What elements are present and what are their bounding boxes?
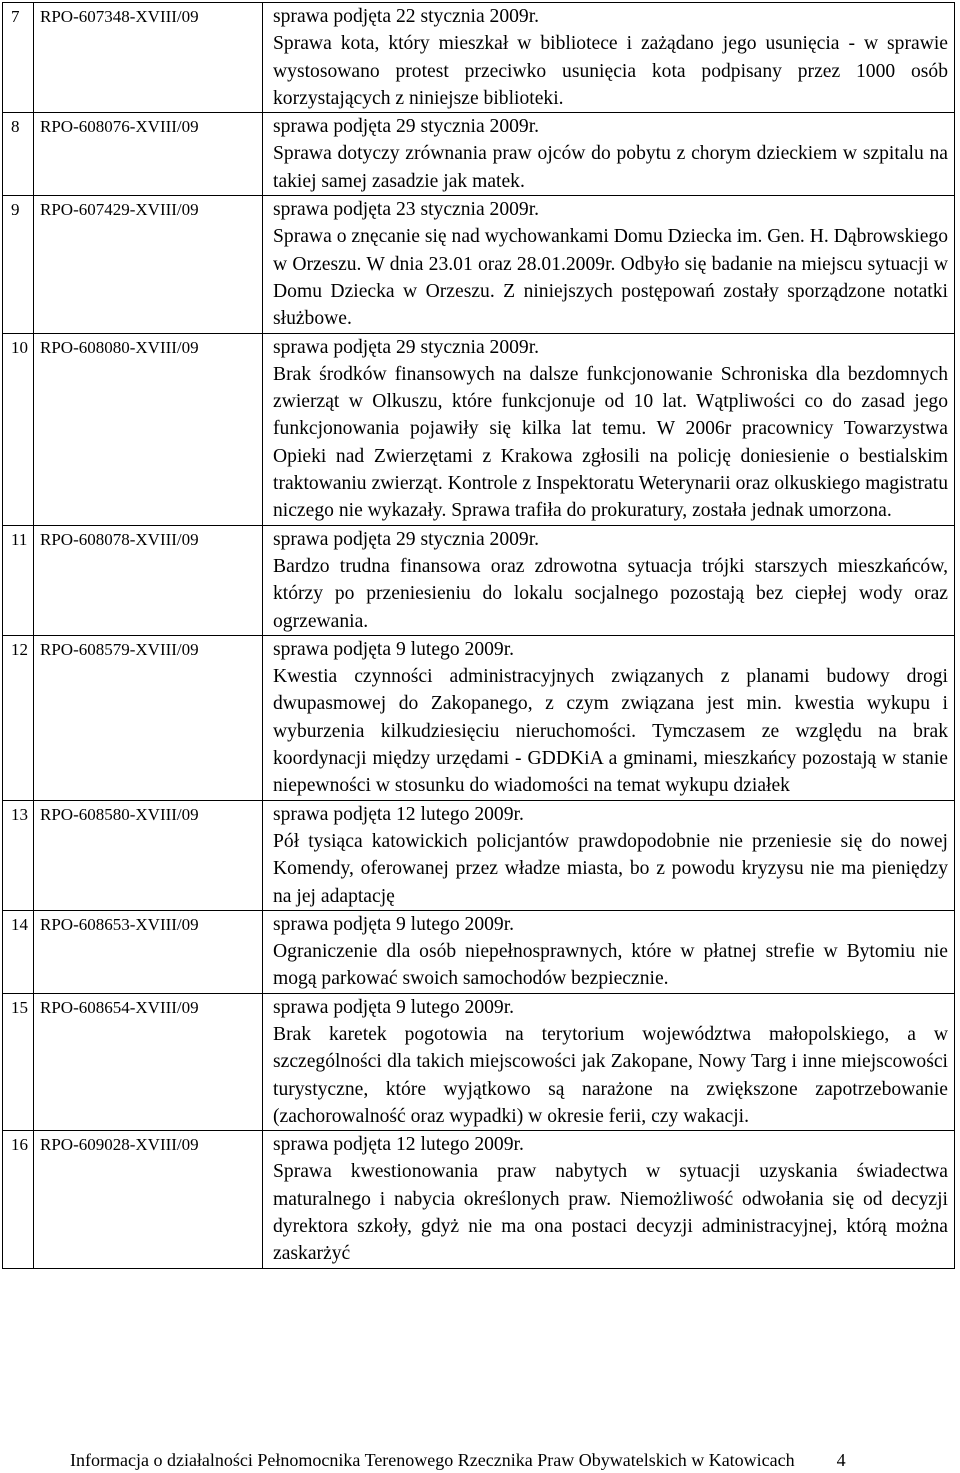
case-number: 9 bbox=[3, 196, 34, 333]
table-row bbox=[3, 113, 955, 196]
cases-table-body bbox=[3, 3, 955, 1269]
table-row bbox=[3, 525, 955, 635]
case-text: Sprawa kwestionowania praw nabytych w sytuacji uzyskania świadectwa maturalnego i nabycia określonych praw. Niemożliwość odwołania się od decyzji dyrektora szkoły, gdyż nie ma ona postaci decyzji administracyjnej, którą można zaskarżyć bbox=[273, 1161, 948, 1265]
case-number: 14 bbox=[3, 910, 34, 993]
case-reference: RPO-608080-XVIII/09 bbox=[34, 333, 263, 525]
case-date: sprawa podjęta 9 lutego 2009r. bbox=[273, 913, 515, 935]
table-row bbox=[3, 910, 955, 993]
case-date: sprawa podjęta 12 lutego 2009r. bbox=[273, 803, 524, 825]
case-reference: RPO-608653-XVIII/09 bbox=[34, 910, 263, 993]
table-row bbox=[3, 1131, 955, 1268]
case-text: Kwestia czynności administracyjnych związanych z planami budowy drogi dwupasmowej do Zakopanego, z czym związana jest min. kwestia wykupu i wyburzenia kilkudziesięciu nieruchomości. Tymczasem ze względu na brak koordynacji między urzędami - GDDKiA a gminami, mieszkańcy pozostają w stanie niepewności w stosunku do wiadomości na temat wykupu działek bbox=[273, 666, 948, 797]
case-number: 13 bbox=[3, 800, 34, 910]
case-date: sprawa podjęta 29 stycznia 2009r. bbox=[273, 528, 540, 550]
case-date: sprawa podjęta 22 stycznia 2009r. bbox=[273, 6, 540, 27]
table-row bbox=[3, 3, 955, 113]
case-text: Sprawa o znęcanie się nad wychowankami Domu Dziecka im. Gen. H. Dąbrowskiego w Orzeszu. W dnia 23.01 oraz 28.01.2009r. Odbyło się badanie na miejscu sytuacji w Domu Dziecka w Orzeszu. Z niniejszych postępowań zostały sporządzone notatki służbowe. bbox=[273, 226, 948, 330]
case-number: 8 bbox=[3, 113, 34, 196]
case-number: 10 bbox=[3, 333, 34, 525]
case-text: Brak środków finansowych na dalsze funkcjonowanie Schroniska dla bezdomnych zwierząt w Olkuszu, które funkcjonuje od 10 lat. Wątpliwości co do zasad jego funkcjonowania pojawiły się kilka lat temu. W 2006r pracownicy Towarzystwa Opieki nad Zwierzętami z Krakowa zgłosili na policję doniesienie o bestialskim traktowaniu zwierząt. Kontrole z Inspektoratu Weterynarii oraz olkuskiego magistratu niczego nie wykazały. Sprawa trafiła do prokuratury, została jednak umorzona. bbox=[273, 363, 948, 522]
case-reference: RPO-608654-XVIII/09 bbox=[34, 993, 263, 1130]
case-reference: RPO-607348-XVIII/09 bbox=[34, 3, 263, 113]
table-row bbox=[3, 800, 955, 910]
table-row bbox=[3, 196, 955, 333]
case-date: sprawa podjęta 29 stycznia 2009r. bbox=[273, 116, 540, 138]
page-number: 4 bbox=[836, 1450, 846, 1470]
table-row bbox=[3, 993, 955, 1130]
cases-table bbox=[2, 2, 955, 1269]
case-text: Brak karetek pogotowia na terytorium województwa małopolskiego, a w szczególności dla takich miejscowości jak Zakopane, Nowy Targ i inne miejscowości turystyczne, które wyjątkowo są narażone na zwiększone zapotrzebowanie (zachorowalność oraz wypadki) w okresie ferii, czy wakacji. bbox=[273, 1023, 948, 1127]
case-description bbox=[263, 113, 955, 196]
case-text: Ograniczenie dla osób niepełnosprawnych, które w płatnej strefie w Bytomiu nie mogą parkować swoich samochodów bezpiecznie. bbox=[273, 941, 948, 990]
case-description bbox=[263, 1131, 955, 1268]
case-description bbox=[263, 910, 955, 993]
table-row bbox=[3, 333, 955, 525]
case-date: sprawa podjęta 9 lutego 2009r. bbox=[273, 996, 515, 1018]
case-description bbox=[263, 3, 955, 113]
case-text: Sprawa kota, który mieszkał w bibliotece i zażądano jego usunięcia - w sprawie wystosowano protest przeciwko usunięcia kota podpisany przez 1000 osób korzystających z niniejsze biblioteki. bbox=[273, 33, 948, 109]
case-number: 11 bbox=[3, 525, 34, 635]
case-date: sprawa podjęta 23 stycznia 2009r. bbox=[273, 199, 540, 221]
case-text: Sprawa dotyczy zrównania praw ojców do pobytu z chorym dzieckiem w szpitalu na takiej samej zasadzie jak matek. bbox=[273, 143, 948, 192]
case-number: 16 bbox=[3, 1131, 34, 1268]
case-description bbox=[263, 635, 955, 800]
case-number: 12 bbox=[3, 635, 34, 800]
case-text: Bardzo trudna finansowa oraz zdrowotna sytuacja trójki starszych mieszkańców, którzy po przeniesieniu do lokalu socjalnego pozostają bez ciepłej wody oraz ogrzewania. bbox=[273, 555, 948, 632]
page-footer bbox=[70, 1448, 940, 1472]
case-reference: RPO-608078-XVIII/09 bbox=[34, 525, 263, 635]
case-date: sprawa podjęta 12 lutego 2009r. bbox=[273, 1134, 524, 1156]
case-date: sprawa podjęta 9 lutego 2009r. bbox=[273, 638, 515, 660]
case-description bbox=[263, 800, 955, 910]
case-date: sprawa podjęta 29 stycznia 2009r. bbox=[273, 336, 540, 358]
footer-title: Informacja o działalności Pełnomocnika Terenowego Rzecznika Praw Obywatelskich w Katowicach bbox=[70, 1450, 795, 1470]
case-reference: RPO-609028-XVIII/09 bbox=[34, 1131, 263, 1268]
case-description bbox=[263, 525, 955, 635]
case-reference: RPO-607429-XVIII/09 bbox=[34, 196, 263, 333]
case-text: Pół tysiąca katowickich policjantów prawdopodobnie nie przeniesie się do nowej Komendy, oferowanej przez władze miasta, bo z powodu kryzysu nie ma pieniędzy na jej adaptację bbox=[273, 830, 948, 907]
case-description bbox=[263, 333, 955, 525]
case-reference: RPO-608579-XVIII/09 bbox=[34, 635, 263, 800]
case-number: 7 bbox=[3, 3, 34, 113]
case-reference: RPO-608580-XVIII/09 bbox=[34, 800, 263, 910]
case-number: 15 bbox=[3, 993, 34, 1130]
case-description bbox=[263, 196, 955, 333]
case-description bbox=[263, 993, 955, 1130]
table-row bbox=[3, 635, 955, 800]
case-reference: RPO-608076-XVIII/09 bbox=[34, 113, 263, 196]
